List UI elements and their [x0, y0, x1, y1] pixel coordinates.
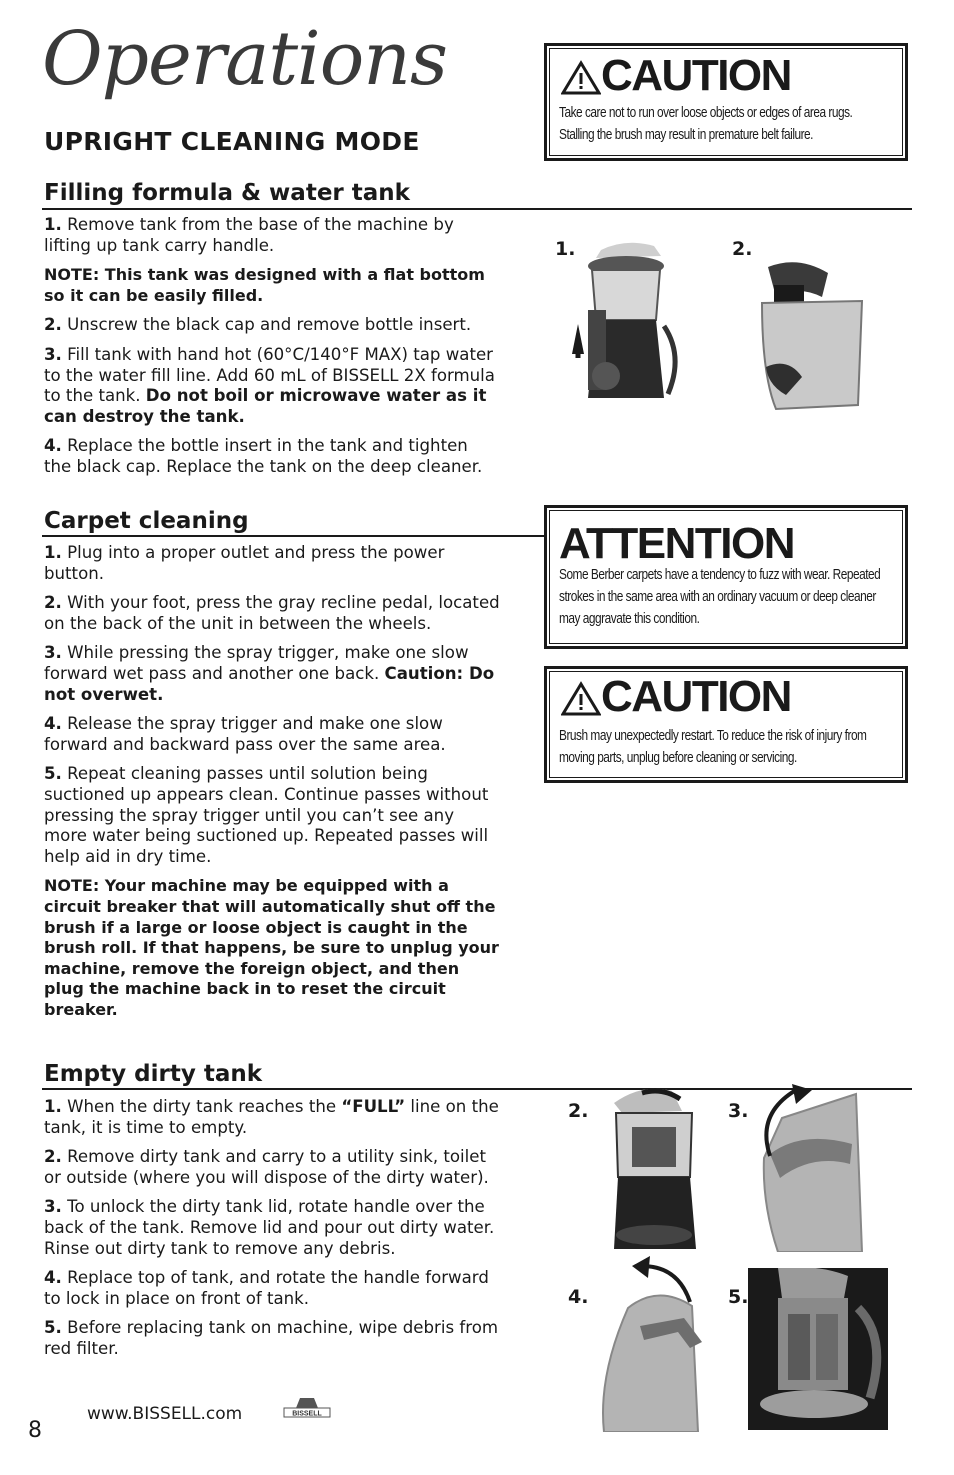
section-divider: [42, 535, 544, 537]
image-label: 1.: [555, 238, 576, 260]
attention-box: [544, 505, 908, 649]
svg-text:BISSELL: BISSELL: [292, 1410, 322, 1418]
image-label: 2.: [568, 1100, 589, 1122]
dirty-tank-carry-photo: [602, 1083, 704, 1251]
caution-box-top: [544, 43, 908, 161]
image-label: 5.: [728, 1286, 749, 1308]
warning-triangle-icon: [561, 681, 601, 717]
section-heading-empty: Empty dirty tank: [44, 1061, 263, 1087]
image-label: 3.: [728, 1100, 749, 1122]
image-label: 2.: [732, 238, 753, 260]
caution-text: Brush may unexpectedly restart. To reduce the risk of injury from moving parts, unplug before cleaning or servicing.: [559, 728, 867, 766]
carpet-steps: [44, 543, 500, 1029]
filling-step-3: 3. Fill tank with hand hot (60°C/140°F MAX) tap water to the water fill line. Add 60 mL of BISSELL 2X formula to the tank. Do not boil or microwave water as it can destroy the tank.: [44, 344, 495, 426]
caution-text: Take care not to run over loose objects or edges of area rugs. Stalling the brush may result in premature belt failure.: [559, 105, 853, 143]
caution-title: CAUTION: [601, 672, 791, 721]
filling-note: NOTE: This tank was designed with a flat bottom so it can be easily filled.: [44, 265, 485, 305]
caution-box-bottom: [544, 666, 908, 783]
tank-cap-photo: [758, 255, 870, 413]
filling-step-4: 4. Replace the bottle insert in the tank and tighten the black cap. Replace the tank on the deep cleaner.: [44, 436, 483, 476]
rotate-handle-back-photo: [752, 1084, 864, 1252]
image-label: 4.: [568, 1286, 589, 1308]
empty-step-5: 5. Before replacing tank on machine, wipe debris from red filter.: [44, 1318, 499, 1358]
rotate-handle-forward-photo: [598, 1256, 704, 1432]
carpet-note: NOTE: Your machine may be equipped with a circuit breaker that will automatically shut off the brush if a large or loose object is caught in the brush roll. If that happens, be sure to unplug your machine, remove the foreign object, and then plug the machine back in to reset the circuit breaker.: [44, 876, 499, 1019]
section-divider: [42, 208, 912, 210]
empty-steps: [44, 1097, 500, 1369]
bissell-logo: [282, 1396, 332, 1424]
page-number: 8: [28, 1418, 42, 1443]
page-title: Operations: [42, 16, 447, 102]
carpet-step-4: 4. Release the spray trigger and make one slow forward and backward pass over the same area.: [44, 714, 446, 754]
warning-triangle-icon: [561, 60, 601, 96]
attention-title: ATTENTION: [559, 519, 794, 568]
mode-title: UPRIGHT CLEANING MODE: [44, 127, 420, 156]
filling-steps: [44, 215, 500, 487]
tank-removal-photo: [566, 236, 686, 404]
section-heading-filling: Filling formula & water tank: [44, 180, 410, 206]
carpet-step-3: 3. While pressing the spray trigger, make one slow forward wet pass and another one back. Caution: Do not overwet.: [44, 643, 495, 704]
empty-step-3: 3. To unlock the dirty tank lid, rotate handle over the back of the tank. Remove lid and pour out dirty water. Rinse out dirty tank to remove any debris.: [44, 1197, 495, 1258]
filling-step-1: 1. Remove tank from the base of the machine by lifting up tank carry handle.: [44, 215, 454, 255]
footer-url: www.BISSELL.com: [87, 1404, 243, 1424]
section-heading-carpet: Carpet cleaning: [44, 508, 249, 534]
carpet-step-5: 5. Repeat cleaning passes until solution being suctioned up appears clean. Continue passes without pressing the spray trigger until you can’t see any more water being suctioned up. Repeated passes will help aid in dry time.: [44, 764, 489, 866]
caution-title: CAUTION: [601, 51, 791, 100]
empty-step-1: 1. When the dirty tank reaches the “FULL” line on the tank, it is time to empty.: [44, 1097, 499, 1137]
carpet-step-2: 2. With your foot, press the gray recline pedal, located on the back of the unit in between the wheels.: [44, 593, 500, 633]
attention-text: Some Berber carpets have a tendency to fuzz with wear. Repeated strokes in the same area with an ordinary vacuum or deep cleaner may aggravate this condition.: [559, 567, 881, 627]
filling-step-2: 2. Unscrew the black cap and remove bottle insert.: [44, 315, 472, 335]
red-filter-photo: [748, 1268, 888, 1430]
carpet-step-1: 1. Plug into a proper outlet and press the power button.: [44, 543, 445, 583]
empty-step-4: 4. Replace top of tank, and rotate the handle forward to lock in place on front of tank.: [44, 1268, 489, 1308]
empty-step-2: 2. Remove dirty tank and carry to a utility sink, toilet or outside (where you will dispose of the dirty water).: [44, 1147, 489, 1187]
